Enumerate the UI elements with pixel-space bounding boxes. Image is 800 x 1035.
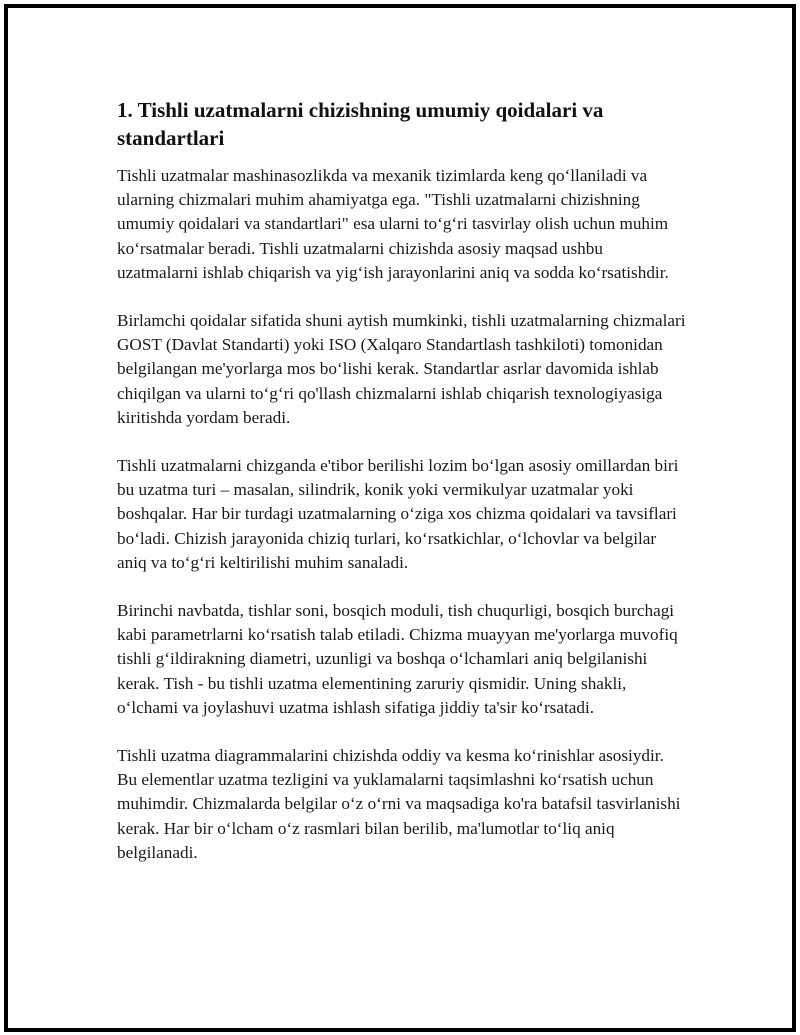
- document-body: [117, 96, 687, 889]
- paragraph-2: Birlamchi qoidalar sifatida shuni aytish mumkinki, tishli uzatmalarning chizmalari GOST (Davlat Standarti) yoki ISO (Xalqaro Standartlash tashkiloti) tomonidan belgilangan me'yorlarga mos bo‘lishi kerak. Standartlar asrlar davomida ishlab chiqilgan va ularni to‘g‘ri qo'llash chizmalarni ishlab chiqarish texnologiyasiga kiritishda yordam beradi.: [117, 311, 686, 427]
- paragraph-3: Tishli uzatmalarni chizganda e'tibor berilishi lozim bo‘lgan asosiy omillardan biri bu uzatma turi – masalan, silindrik, konik yoki vermikulyar uzatmalar yoki boshqalar. Har bir turdagi uzatmalarning o‘ziga xos chizma qoidalari va tavsiflari bo‘ladi. Chizish jarayonida chiziq turlari, ko‘rsatkichlar, o‘lchovlar va belgilar aniq va to‘g‘ri keltirilishi muhim sanaladi.: [117, 456, 679, 572]
- paragraph-1: Tishli uzatmalar mashinasozlikda va mexanik tizimlarda keng qo‘llaniladi va ularning chizmalari muhim ahamiyatga ega. "Tishli uzatmalarni chizishning umumiy qoidalari va standartlari" esa ularni to‘g‘ri tasvirlay olish uchun muhim ko‘rsatmalar beradi. Tishli uzatmalarni chizishda asosiy maqsad ushbu uzatmalarni ishlab chiqarish va yig‘ish jarayonlarini aniq va sodda ko‘rsatishdir.: [117, 166, 669, 282]
- paragraph-5: Tishli uzatma diagrammalarini chizishda oddiy va kesma ko‘rinishlar asosiydir. Bu elementlar uzatma tezligini va yuklamalarni taqsimlashni ko‘rsatish uchun muhimdir. Chizmalarda belgilar o‘z o‘rni va maqsadiga ko'ra batafsil tasvirlanishi kerak. Har bir o‘lcham o‘z rasmlari bilan berilib, ma'lumotlar to‘liq aniq belgilanadi.: [117, 746, 681, 862]
- paragraph-4: Birinchi navbatda, tishlar soni, bosqich moduli, tish chuqurligi, bosqich burchagi kabi parametrlarni ko‘rsatish talab etiladi. Chizma muayyan me'yorlarga muvofiq tishli g‘ildirakning diametri, uzunligi va boshqa o‘lchamlari aniq belgilanishi kerak. Tish - bu tishli uzatma elementining zaruriy qismidir. Uning shakli, o‘lchami va joylashuvi uzatma ishlash sifatiga jiddiy ta'sir ko‘rsatadi.: [117, 601, 678, 717]
- section-heading: 1. Tishli uzatmalarni chizishning umumiy qoidalari va standartlari: [117, 98, 604, 150]
